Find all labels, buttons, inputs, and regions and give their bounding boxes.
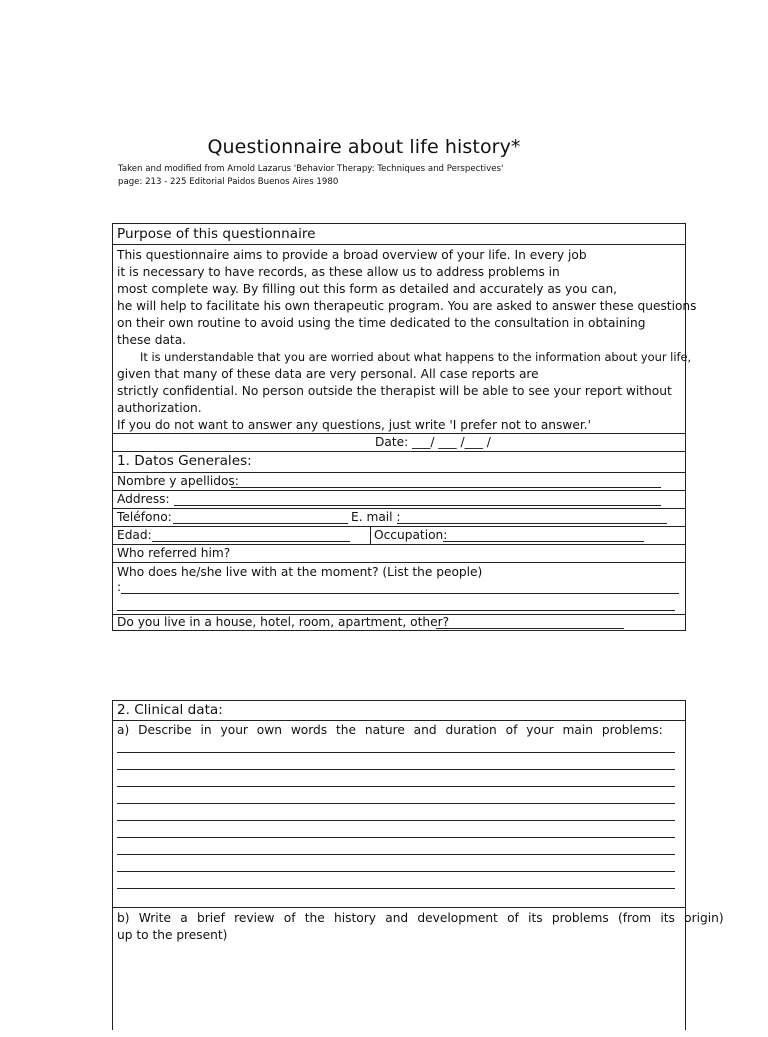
date-row xyxy=(113,433,685,451)
general-data-form xyxy=(112,223,697,631)
cell-divider xyxy=(370,527,371,544)
phone-label: Teléfono: xyxy=(117,510,172,524)
phone-input-line[interactable] xyxy=(173,523,348,524)
answer-line[interactable] xyxy=(117,888,675,889)
general-heading-row xyxy=(113,451,685,472)
address-row xyxy=(113,490,685,508)
address-label: Address: xyxy=(117,492,170,506)
name-row xyxy=(113,472,685,490)
purpose-line: most complete way. By filling out this form as detailed and accurately as you can, xyxy=(117,282,618,296)
clinical-data-form xyxy=(112,700,724,1030)
name-input-line[interactable] xyxy=(231,487,661,488)
purpose-line: on their own routine to avoid using the time dedicated to the consultation in obtaining xyxy=(117,316,646,330)
answer-line[interactable] xyxy=(117,820,675,821)
live-with-label: Who does he/she live with at the moment? (List the people) xyxy=(117,565,483,579)
source-citation-line-1: Taken and modified from Arnold Lazarus 'Behavior Therapy: Techniques and Perspectives' xyxy=(118,164,504,174)
occupation-input-line[interactable] xyxy=(443,541,644,542)
occupation-label: Occupation: xyxy=(374,528,448,542)
purpose-line: This questionnaire aims to provide a broad overview of your life. In every job xyxy=(117,248,587,262)
housing-row xyxy=(113,614,685,631)
age-label: Edad: xyxy=(117,528,152,542)
question-b-block xyxy=(113,907,724,1037)
email-label: E. mail : xyxy=(351,510,401,524)
answer-line[interactable] xyxy=(117,854,675,855)
purpose-line: strictly confidential. No person outside the therapist will be able to see your report without xyxy=(117,384,672,398)
housing-label: Do you live in a house, hotel, room, apartment, other? xyxy=(117,615,450,629)
question-b-text: up to the present) xyxy=(117,928,228,942)
date-field[interactable]: Date: ___/ ___ /___ / xyxy=(375,435,491,449)
live-with-input-line[interactable] xyxy=(117,610,675,611)
answer-line[interactable] xyxy=(117,769,675,770)
address-input-line[interactable] xyxy=(174,505,661,506)
question-a-block xyxy=(113,720,685,907)
purpose-line: given that many of these data are very personal. All case reports are xyxy=(117,367,539,381)
referred-label[interactable]: Who referred him? xyxy=(117,546,231,560)
purpose-line: it is necessary to have records, as these allow us to address problems in xyxy=(117,265,560,279)
answer-line[interactable] xyxy=(117,837,675,838)
purpose-heading: Purpose of this questionnaire xyxy=(117,226,316,242)
purpose-line: these data. xyxy=(117,333,187,347)
live-with-colon: : xyxy=(117,580,122,594)
answer-line[interactable] xyxy=(117,752,675,753)
clinical-heading: 2. Clinical data: xyxy=(117,702,223,718)
general-data-heading: 1. Datos Generales: xyxy=(117,453,252,469)
purpose-line: authorization. xyxy=(117,401,202,415)
referred-row xyxy=(113,544,685,562)
purpose-line: If you do not want to answer any questions, just write 'I prefer not to answer.' xyxy=(117,418,591,432)
question-a-text: a) Describe in your own words the nature and duration of your main problems: xyxy=(117,723,663,737)
name-label: Nombre y apellidos: xyxy=(117,474,239,488)
answer-line[interactable] xyxy=(117,803,675,804)
page-title: Questionnaire about life history* xyxy=(207,136,521,158)
purpose-line: It is understandable that you are worried about what happens to the information about your life, xyxy=(140,350,692,364)
phone-email-row xyxy=(113,508,685,526)
purpose-line: he will help to facilitate his own therapeutic program. You are asked to answer these questions xyxy=(117,299,697,313)
source-citation-line-2: page: 213 - 225 Editorial Paidos Buenos Aires 1980 xyxy=(118,177,339,187)
question-b-text: b) Write a brief review of the history and development of its problems (from its origin) xyxy=(117,911,724,925)
age-occupation-row xyxy=(113,526,685,544)
live-with-row xyxy=(113,562,685,614)
live-with-input-line[interactable] xyxy=(121,593,679,594)
answer-line[interactable] xyxy=(117,871,675,872)
housing-input-line[interactable] xyxy=(436,628,624,629)
answer-line[interactable] xyxy=(117,786,675,787)
purpose-text-block xyxy=(113,244,697,433)
email-input-line[interactable] xyxy=(397,523,667,524)
age-input-line[interactable] xyxy=(152,541,350,542)
